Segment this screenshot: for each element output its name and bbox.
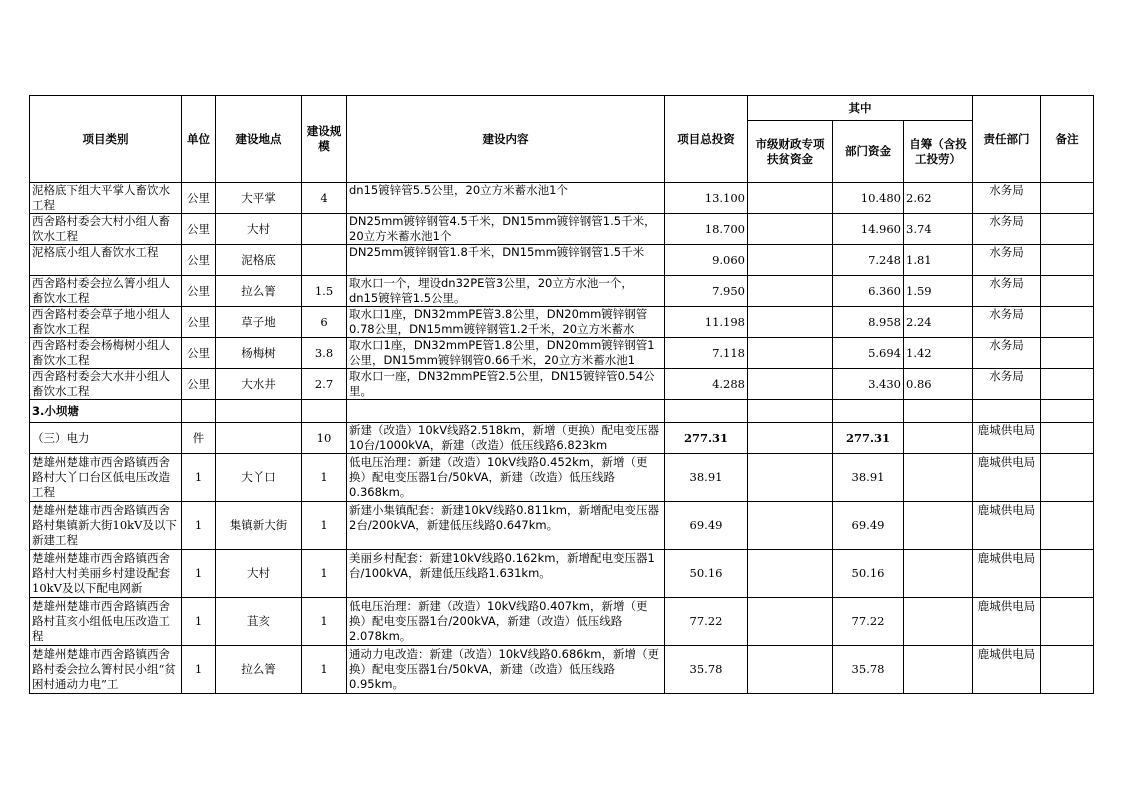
cell-content — [347, 245, 665, 276]
cell-category — [30, 183, 182, 214]
cell-self-fund — [904, 423, 973, 454]
power-rows — [30, 454, 1094, 694]
cell-dept-fund: 6.360 — [833, 276, 904, 307]
cell-scale: 10 — [302, 423, 347, 454]
cell-dept-fund: 38.91 — [833, 454, 904, 502]
cell-dept-text: 鹿城供电局 — [977, 455, 1036, 469]
cell-dept-text: 鹿城供电局 — [977, 551, 1036, 565]
cell-category — [30, 502, 182, 550]
table-row — [30, 550, 1094, 598]
cell-total: 18.700 — [665, 214, 748, 245]
header-city-fund: 市级财政专项扶贫资金 — [748, 121, 833, 183]
table-header — [30, 96, 1094, 183]
cell-location: 拉么箐 — [216, 276, 302, 307]
cell-unit: 1 — [182, 502, 216, 550]
cell-content-text: dn15镀锌管5.5公里，20立方米蓄水池1个 — [349, 183, 568, 197]
cell-category — [30, 598, 182, 646]
header-location: 建设地点 — [216, 96, 302, 183]
cell-category-text: 楚雄州楚雄市西舍路镇西舍路村委会拉么箐村民小组“贫困村通动力电”工 — [32, 647, 176, 691]
cell-content-text: 低电压治理：新建（改造）10kV线路0.407km，新增（更换）配电变压器1台/200kVA，新建（改造）低压线路2.078km。 — [349, 599, 648, 643]
header-remark: 备注 — [1041, 96, 1094, 183]
cell-dept-fund: 5.694 — [833, 338, 904, 369]
cell-scale: 1 — [302, 598, 347, 646]
cell-self — [904, 598, 973, 646]
cell-content — [347, 550, 665, 598]
cell-dept-text: 鹿城供电局 — [977, 423, 1036, 437]
cell-dept-fund: 277.31 — [833, 423, 904, 454]
cell-unit: 件 — [182, 423, 216, 454]
cell-location: 杨梅树 — [216, 338, 302, 369]
cell-category-text: 西舍路村委会草子地小组人畜饮水工程 — [32, 307, 170, 336]
cell-content — [347, 307, 665, 338]
cell-self: 2.24 — [904, 307, 973, 338]
cell-dept-text: 鹿城供电局 — [977, 503, 1036, 517]
section-row-group — [30, 400, 1094, 454]
cell-location: 泥格底 — [216, 245, 302, 276]
table-row — [30, 307, 1094, 338]
cell-dept — [973, 183, 1041, 214]
cell-city — [748, 550, 833, 598]
cell-location: 大水井 — [216, 369, 302, 400]
cell-self — [904, 454, 973, 502]
table-row — [30, 276, 1094, 307]
cell-dept-fund: 8.958 — [833, 307, 904, 338]
cell-remark — [1041, 423, 1094, 454]
section-row — [30, 400, 1094, 423]
cell-dept — [973, 245, 1041, 276]
cell-remark — [1041, 550, 1094, 598]
cell-total: 50.16 — [665, 550, 748, 598]
power-summary-row — [30, 423, 1094, 454]
cell-dept-text: 水务局 — [989, 245, 1024, 259]
cell-self: 1.42 — [904, 338, 973, 369]
table-row — [30, 646, 1094, 694]
header-of-which: 其中 — [748, 96, 973, 121]
cell-city — [748, 646, 833, 694]
cell-category — [30, 245, 182, 276]
table-row — [30, 454, 1094, 502]
cell-city — [748, 307, 833, 338]
cell-category — [30, 454, 182, 502]
cell-category-text: 楚雄州楚雄市西舍路镇西舍路村集镇新大街10kV及以下新建工程 — [32, 503, 177, 547]
cell-total: 277.31 — [665, 423, 748, 454]
cell-category — [30, 307, 182, 338]
cell-city — [748, 369, 833, 400]
cell-unit: 1 — [182, 550, 216, 598]
cell-city — [748, 183, 833, 214]
cell-unit: 公里 — [182, 369, 216, 400]
cell-city — [748, 245, 833, 276]
cell-scale — [302, 214, 347, 245]
cell-scale: 6 — [302, 307, 347, 338]
cell-dept-text: 水务局 — [989, 183, 1024, 197]
cell-scale: 1.5 — [302, 276, 347, 307]
cell-content-text: 取水口一个，埋设dn32PE管3公里，20立方水池一个，dn15镀锌管1.5公里。 — [349, 276, 633, 305]
cell-total: 77.22 — [665, 598, 748, 646]
cell-category — [30, 646, 182, 694]
cell-city — [748, 338, 833, 369]
cell-location: 大平掌 — [216, 183, 302, 214]
header-unit: 单位 — [182, 96, 216, 183]
cell-dept — [973, 276, 1041, 307]
cell-remark — [1041, 646, 1094, 694]
cell-dept — [973, 550, 1041, 598]
cell-location: 集镇新大街 — [216, 502, 302, 550]
cell-content — [347, 276, 665, 307]
cell-content — [347, 502, 665, 550]
header-self-fund: 自筹（含投工投劳） — [904, 121, 973, 183]
header-dept: 责任部门 — [973, 96, 1041, 183]
cell-content — [347, 423, 665, 454]
cell-category — [30, 276, 182, 307]
cell-dept-fund: 14.960 — [833, 214, 904, 245]
cell-scale: 3.8 — [302, 338, 347, 369]
cell-dept-text: 鹿城供电局 — [977, 599, 1036, 613]
cell-content-text: 取水口1座，DN32mmPE管1.8公里，DN20mm镀锌钢管1公里，DN15mm镀锌钢管0.66千米，20立方米蓄水池1 — [349, 338, 655, 367]
cell-dept-fund: 7.248 — [833, 245, 904, 276]
cell-remark — [1041, 598, 1094, 646]
cell-city-fund — [748, 423, 833, 454]
cell-category — [30, 338, 182, 369]
cell-dept-fund: 77.22 — [833, 598, 904, 646]
cell-scale: 2.7 — [302, 369, 347, 400]
cell-location: 大村 — [216, 214, 302, 245]
cell-unit: 公里 — [182, 214, 216, 245]
cell-category-text: 楚雄州楚雄市西舍路镇西舍路村大丫口台区低电压改造工程 — [32, 455, 170, 499]
cell-content-text: 通动力电改造：新建（改造）10kV线路0.686km，新增（更换）配电变压器1台/50kVA，新建（改造）低压线路0.95km。 — [349, 647, 659, 691]
cell-remark — [1041, 245, 1094, 276]
cell-self: 3.74 — [904, 214, 973, 245]
cell-dept-text: 水务局 — [989, 369, 1024, 383]
cell-content-text: 取水口1座，DN32mmPE管3.8公里，DN20mm镀锌钢管0.78公里，DN15mm镀锌钢管1.2千米，20立方米蓄水 — [349, 307, 648, 336]
cell-self: 1.59 — [904, 276, 973, 307]
cell-content — [347, 214, 665, 245]
cell-self — [904, 550, 973, 598]
header-category: 项目类别 — [30, 96, 182, 183]
cell-total: 7.118 — [665, 338, 748, 369]
cell-unit: 1 — [182, 598, 216, 646]
cell-unit: 公里 — [182, 276, 216, 307]
cell-content — [347, 183, 665, 214]
cell-total: 11.198 — [665, 307, 748, 338]
header-dept-fund: 部门资金 — [833, 121, 904, 183]
cell-location: 草子地 — [216, 307, 302, 338]
cell-dept-text: 水务局 — [989, 307, 1024, 321]
cell-content — [347, 369, 665, 400]
water-rows — [30, 183, 1094, 400]
cell-total: 13.100 — [665, 183, 748, 214]
project-table — [29, 95, 1094, 694]
cell-scale: 1 — [302, 646, 347, 694]
cell-category-text: 西舍路村委会大水井小组人畜饮水工程 — [32, 369, 170, 398]
cell-scale: 1 — [302, 454, 347, 502]
cell-dept — [973, 307, 1041, 338]
cell-remark — [1041, 338, 1094, 369]
cell-content — [347, 454, 665, 502]
cell-unit: 1 — [182, 646, 216, 694]
cell-city — [748, 598, 833, 646]
cell-total: 4.288 — [665, 369, 748, 400]
cell-total: 35.78 — [665, 646, 748, 694]
cell-dept — [973, 369, 1041, 400]
cell-total: 38.91 — [665, 454, 748, 502]
cell-scale: 1 — [302, 502, 347, 550]
cell-remark — [1041, 454, 1094, 502]
cell-content-text: DN25mm镀锌钢管4.5千米，DN15mm镀锌钢管1.5千米，20立方米蓄水池1个 — [349, 214, 656, 243]
header-content: 建设内容 — [347, 96, 665, 183]
cell-remark — [1041, 276, 1094, 307]
cell-category — [30, 214, 182, 245]
cell-scale — [302, 245, 347, 276]
cell-content-text: 低电压治理：新建（改造）10kV线路0.452km，新增（更换）配电变压器1台/50kVA，新建（改造）低压线路0.368km。 — [349, 455, 648, 499]
cell-category-text: 泥格底下组大平掌人畜饮水工程 — [32, 183, 170, 212]
cell-content-text: 美丽乡村配套：新建10kV线路0.162km，新增配电变压器1台/100kVA，新建低压线路1.631km。 — [349, 551, 655, 580]
cell-category-text: 西舍路村委会大村小组人畜饮水工程 — [32, 214, 170, 243]
table-row — [30, 245, 1094, 276]
cell-dept-fund: 3.430 — [833, 369, 904, 400]
table-row — [30, 369, 1094, 400]
cell-dept — [973, 502, 1041, 550]
cell-self: 1.81 — [904, 245, 973, 276]
cell-category-text: 楚雄州楚雄市西舍路镇西舍路村苴亥小组低电压改造工程 — [32, 599, 170, 643]
cell-dept-text: 鹿城供电局 — [977, 647, 1036, 661]
cell-location: 大村 — [216, 550, 302, 598]
cell-city — [748, 276, 833, 307]
cell-content — [347, 646, 665, 694]
cell-remark — [1041, 369, 1094, 400]
cell-dept — [973, 454, 1041, 502]
cell-remark — [1041, 183, 1094, 214]
cell-self — [904, 646, 973, 694]
cell-dept-text: 水务局 — [989, 338, 1024, 352]
cell-location: 大丫口 — [216, 454, 302, 502]
cell-unit: 1 — [182, 454, 216, 502]
cell-unit: 公里 — [182, 183, 216, 214]
cell-scale: 1 — [302, 550, 347, 598]
header-scale: 建设规模 — [302, 96, 347, 183]
cell-unit: 公里 — [182, 307, 216, 338]
table-row — [30, 598, 1094, 646]
cell-remark — [1041, 307, 1094, 338]
cell-total: 7.950 — [665, 276, 748, 307]
header-total: 项目总投资 — [665, 96, 748, 183]
cell-content-text: DN25mm镀锌钢管1.8千米，DN15mm镀锌钢管1.5千米 — [349, 245, 645, 259]
cell-dept — [973, 423, 1041, 454]
cell-self: 2.62 — [904, 183, 973, 214]
cell-total: 69.49 — [665, 502, 748, 550]
table-row — [30, 502, 1094, 550]
cell-category — [30, 550, 182, 598]
cell-unit: 公里 — [182, 338, 216, 369]
cell-category-text: 楚雄州楚雄市西舍路镇西舍路村大村美丽乡村建设配套10kV及以下配电网新 — [32, 551, 170, 595]
cell-location: 苴亥 — [216, 598, 302, 646]
cell-dept-fund: 10.480 — [833, 183, 904, 214]
cell-remark — [1041, 214, 1094, 245]
cell-dept-text: 水务局 — [989, 276, 1024, 290]
table-row — [30, 183, 1094, 214]
cell-city — [748, 502, 833, 550]
section-title: 3.小坝塘 — [30, 400, 182, 423]
cell-content-text: 新建（改造）10kV线路2.518km，新增（更换）配电变压器10台/1000kVA，新建（改造）低压线路6.823km — [349, 423, 659, 452]
cell-total: 9.060 — [665, 245, 748, 276]
cell-dept — [973, 214, 1041, 245]
cell-dept — [973, 646, 1041, 694]
cell-dept-fund: 35.78 — [833, 646, 904, 694]
cell-dept — [973, 338, 1041, 369]
cell-self: 0.86 — [904, 369, 973, 400]
cell-category: （三）电力 — [30, 423, 182, 454]
cell-location: 拉么箐 — [216, 646, 302, 694]
cell-remark — [1041, 502, 1094, 550]
cell-content-text: 取水口一座，DN32mmPE管2.5公里，DN15镀锌管0.54公里。 — [349, 369, 655, 398]
cell-category-text: 泥格底小组人畜饮水工程 — [32, 245, 159, 259]
cell-category — [30, 369, 182, 400]
table-row — [30, 338, 1094, 369]
cell-city — [748, 454, 833, 502]
cell-dept — [973, 598, 1041, 646]
cell-dept-fund: 69.49 — [833, 502, 904, 550]
cell-dept-fund: 50.16 — [833, 550, 904, 598]
cell-self — [904, 502, 973, 550]
cell-location — [216, 423, 302, 454]
cell-unit: 公里 — [182, 245, 216, 276]
cell-category-text: 西舍路村委会杨梅树小组人畜饮水工程 — [32, 338, 170, 367]
table-row — [30, 214, 1094, 245]
cell-city — [748, 214, 833, 245]
cell-content — [347, 338, 665, 369]
cell-scale: 4 — [302, 183, 347, 214]
cell-content — [347, 598, 665, 646]
cell-content-text: 新建小集镇配套：新建10kV线路0.811km，新增配电变压器2台/200kVA，新建低压线路0.647km。 — [349, 503, 659, 532]
cell-dept-text: 水务局 — [989, 214, 1024, 228]
cell-category-text: 西舍路村委会拉么箐小组人畜饮水工程 — [32, 276, 170, 305]
